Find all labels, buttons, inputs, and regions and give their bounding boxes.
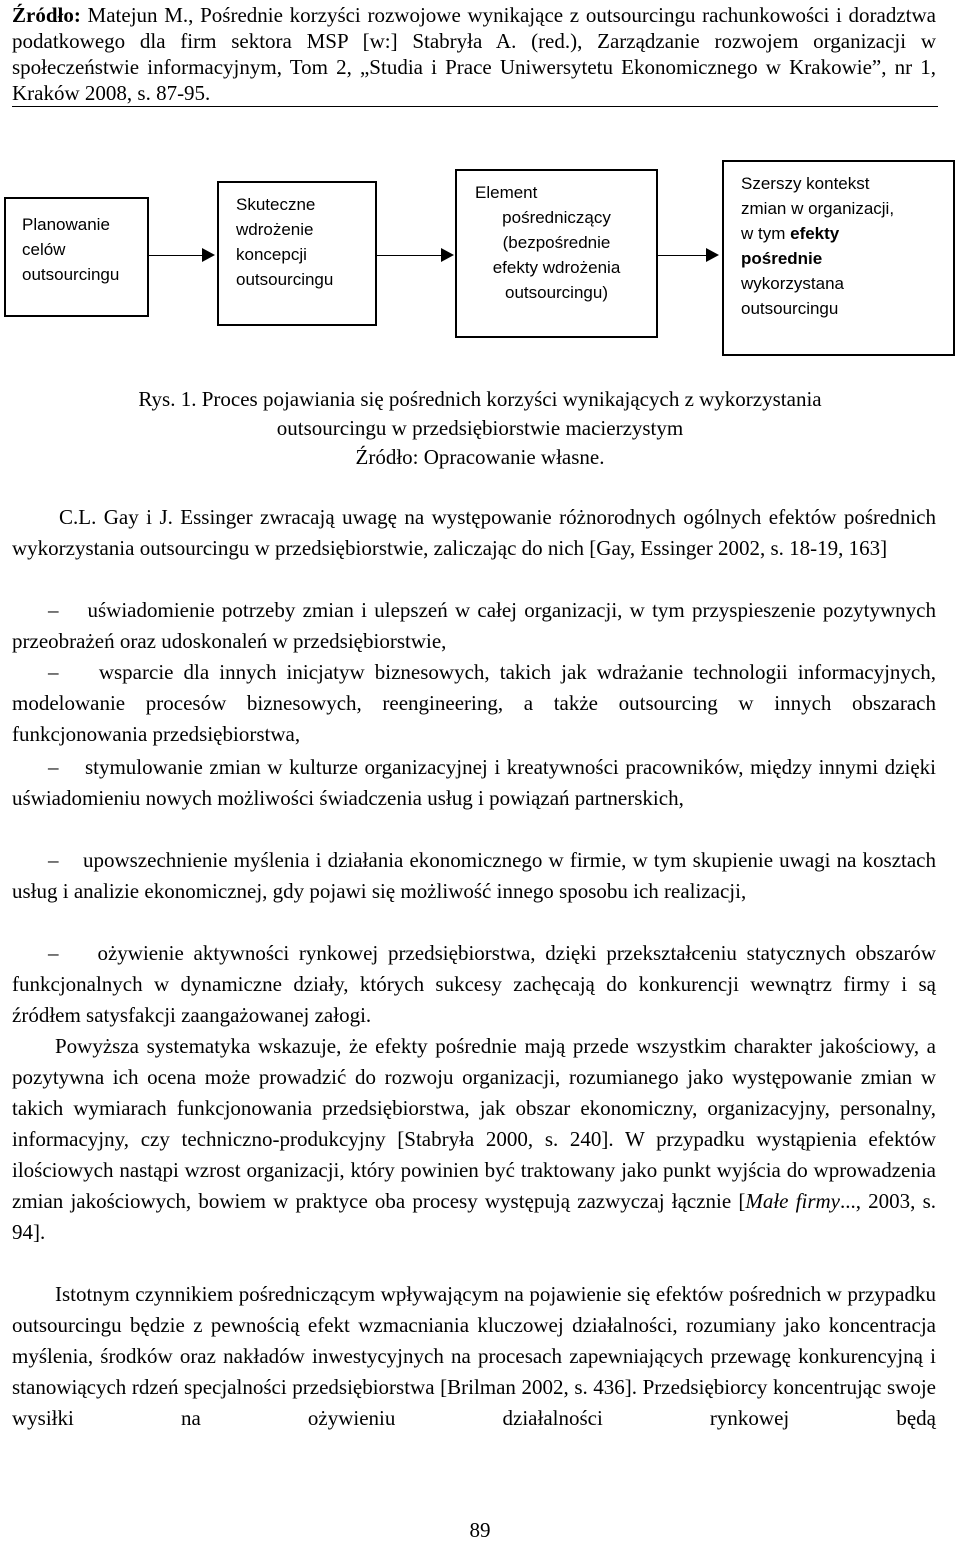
diagram-box-planning bbox=[4, 197, 149, 317]
bullet-text-1: uświadomienie potrzeby zmian i ulepszeń w całej organizacji, w tym przyspieszenie pozytywnych przeobrażeń oraz udoskonaleń w przedsiębiorstwie, bbox=[12, 598, 936, 653]
box3-line1: Element bbox=[475, 183, 538, 202]
figure-caption-source: Źródło: Opracowanie własne. bbox=[355, 445, 605, 469]
paragraph-2-text-a: Powyższa systematyka wskazuje, że efekty pośrednie mają przede wszystkim charakter jakościowy, a pozytywna ich ocena może prowadzić do rozwoju organizacji, rozumianego jako występowanie zmian w takich wymiarach funkcjonowania przedsiębiorstwa, jak obszar ekonomiczny, organizacyjny, personalny, informacyjny, czy techniczno-produkcyjny [Stabryła 2000, s. 240]. W przypadku wystąpienia efektów ilościowych nastąpi wzrost organizacji, który powinien być traktowany jako punkt wyjścia do wprowadzenia zmian jakościowych, bowiem w praktyce oba procesy występują zazwyczaj łącznie [ bbox=[12, 1034, 936, 1213]
box3-line4: efekty wdrożenia bbox=[492, 258, 621, 277]
bullet-item-4: – upowszechnienie myślenia i działania ekonomicznego w firmie, w tym skupienie uwagi na kosztach usług i analizie ekonomicznej, gdy pojawi się możliwość innego sposobu ich realizacji, bbox=[12, 848, 937, 903]
box4-line6: outsourcingu bbox=[741, 299, 839, 318]
page-number: 89 bbox=[469, 1518, 491, 1542]
paragraph-3 bbox=[12, 1279, 936, 1434]
paragraph-2-italic: Małe firmy bbox=[745, 1189, 840, 1213]
box4-line3-text: w tym bbox=[741, 224, 791, 243]
source-text: Matejun M., Pośrednie korzyści rozwojowe wynikające z outsourcingu rachunkowości i doradztwa podatkowego dla firm sektora MSP [w:] Stabryła A. (red.), Zarządzanie rozwojem organizacji w społeczeństwie informacyjnym, Tom 2, „Studia i Prace Uniwersytetu Ekonomicznego w Krakowie”, nr 1, Kraków 2008, s. 87-95. bbox=[12, 3, 936, 105]
box1-line2: celów bbox=[22, 240, 66, 259]
bullet-text-5: ożywienie aktywności rynkowej przedsiębiorstwa, dzięki przekształceniu statycznych obszarów funkcjonalnych w dynamiczne działy, których sukcesy zachęcają do konkurencji wewnątrz firmy i są źródłem satysfakcji zaangażowanej załogi. bbox=[12, 941, 936, 1027]
source-label: Źródło: bbox=[12, 3, 81, 27]
bullet-item-5: – ożywienie aktywności rynkowej przedsiębiorstwa, dzięki przekształceniu statycznych obszarów funkcjonalnych w dynamiczne działy, których sukcesy zachęcają do konkurencji wewnątrz firmy i są źródłem satysfakcji zaangażowanej załogi. bbox=[12, 941, 936, 1027]
box3-line2: pośredniczący bbox=[502, 208, 611, 227]
box4-line2: zmian w organizacji, bbox=[741, 199, 895, 218]
bullet-item-3: – stymulowanie zmian w kulturze organizacyjnej i kreatywności pracowników, między innymi dzięki uświadomieniu nowych możliwości świadczenia usług i powiązań partnerskich, bbox=[12, 755, 936, 810]
bullet-text-2: wsparcie dla innych inicjatyw biznesowych, takich jak wdrażanie technologii informacyjnych, modelowanie procesów biznesowych, reengineering, a także outsourcing w innych obszarach funkcjonowania przedsiębiorstwa, bbox=[12, 660, 936, 746]
paragraph-2 bbox=[12, 1031, 936, 1248]
diagram-box-implementation bbox=[217, 181, 377, 326]
box2-line3: koncepcji bbox=[236, 245, 307, 264]
box4-bold-efekty: efekty bbox=[790, 224, 840, 243]
box4-bold-posrednie: pośrednie bbox=[741, 249, 823, 268]
header-rule bbox=[12, 106, 938, 107]
box3-line5: outsourcingu) bbox=[504, 283, 608, 302]
figure-caption-line1: Rys. 1. Proces pojawiania się pośrednich korzyści wynikających z wykorzystania bbox=[138, 387, 822, 411]
box3-line3: (bezpośrednie bbox=[502, 233, 611, 252]
paragraph-3-text: Istotnym czynnikiem pośredniczącym wpływającym na pojawienie się efektów pośrednich w przypadku outsourcingu będzie z pewnością efekt wzmacniania kluczowej działalności, rozumiany jako koncentracja myślenia, środków oraz nakładów inwestycyjnych na procesach zapewniających przewagę konkurencyjną i stanowiących rdzeń specjalności przedsiębiorstwa [Brilman 2002, s. 436]. Przedsiębiorcy koncentrując swoje wysiłki na ożywieniu działalności rynkowej będą bbox=[12, 1282, 936, 1430]
box2-line4: outsourcingu bbox=[236, 270, 334, 289]
box1-line1: Planowanie bbox=[22, 215, 110, 234]
box2-line2: wdrożenie bbox=[236, 220, 314, 239]
box2-line1: Skuteczne bbox=[236, 195, 316, 214]
bullet-text-4: upowszechnienie myślenia i działania ekonomicznego w firmie, w tym skupienie uwagi na kosztach usług i analizie ekonomicznej, gdy pojawi się możliwość innego sposobu ich realizacji, bbox=[12, 848, 937, 903]
box4-line1: Szerszy kontekst bbox=[741, 174, 870, 193]
intro-text: C.L. Gay i J. Essinger zwracają uwagę na występowanie różnorodnych ogólnych efektów pośrednich wykorzystania outsourcingu w przedsiębiorstwie, zaliczając do nich [Gay, Essinger 2002, s. 18-19, 163] bbox=[12, 505, 936, 560]
paragraph-2-text-b: ..., 2003, s. 94]. bbox=[12, 1189, 936, 1244]
box4-line4 bbox=[741, 246, 953, 271]
diagram-box-intermediary bbox=[455, 169, 658, 338]
bullet-item-1: – uświadomienie potrzeby zmian i ulepszeń w całej organizacji, w tym przyspieszenie pozytywnych przeobrażeń oraz udoskonaleń w przedsiębiorstwie, bbox=[12, 598, 936, 653]
source-reference bbox=[12, 2, 936, 106]
diagram-arrow-3 bbox=[658, 255, 717, 256]
diagram-arrow-2 bbox=[377, 255, 452, 256]
figure-caption-line2: outsourcingu w przedsiębiorstwie macierzystym bbox=[276, 416, 684, 440]
bullet-text-3: stymulowanie zmian w kulturze organizacyjnej i kreatywności pracowników, między innymi dzięki uświadomieniu nowych możliwości świadczenia usług i powiązań partnerskich, bbox=[12, 755, 936, 810]
bullet-item-2: – wsparcie dla innych inicjatyw biznesowych, takich jak wdrażanie technologii informacyjnych, modelowanie procesów biznesowych, reengineering, a także outsourcing w innych obszarach funkcjonowania przedsiębiorstwa, bbox=[12, 660, 936, 746]
box4-line5: wykorzystana bbox=[741, 274, 844, 293]
box4-line3 bbox=[741, 221, 953, 246]
box1-line3: outsourcingu bbox=[22, 265, 120, 284]
diagram-arrow-1 bbox=[149, 255, 213, 256]
diagram-box-wider-context bbox=[722, 160, 955, 356]
intro-paragraph bbox=[12, 502, 936, 564]
